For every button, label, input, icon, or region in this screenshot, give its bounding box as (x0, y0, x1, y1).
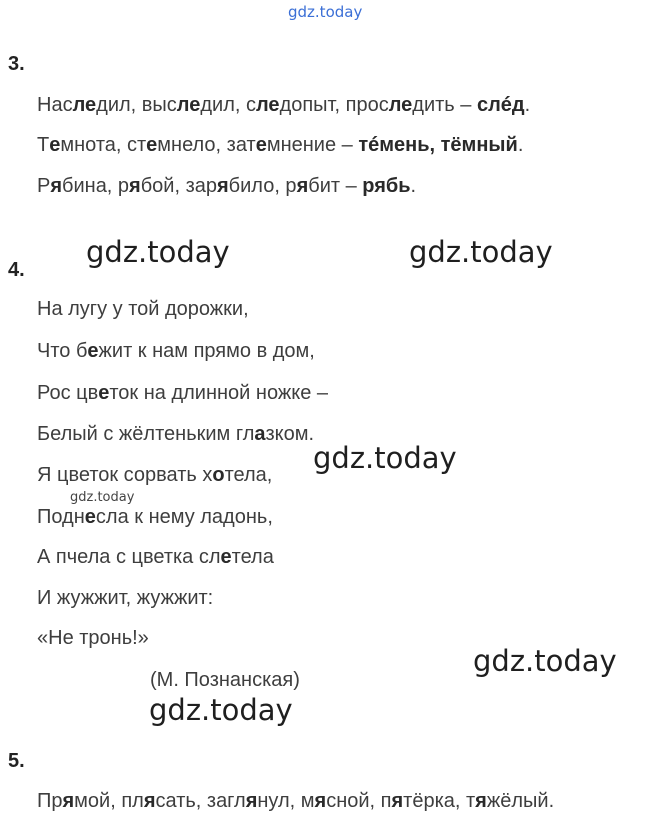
poem-line-2: Что бежит к нам прямо в дом, (37, 340, 315, 362)
watermark: gdz.today (86, 235, 230, 269)
header-watermark: gdz.today (288, 3, 363, 21)
watermark: gdz.today (473, 644, 617, 678)
task-5-number: 5. (8, 750, 25, 772)
watermark: gdz.today (149, 693, 293, 727)
poem-author: (М. Познанская) (150, 669, 300, 691)
task-5-line-1: Прямой, плясать, заглянул, мясной, пятёрка, тяжёлый. (37, 790, 555, 812)
poem-line-6: Поднесла к нему ладонь, (37, 506, 273, 528)
watermark-small: gdz.today (70, 490, 135, 505)
task-4-number: 4. (8, 259, 25, 281)
task-3-line-3: Рябина, рябой, зарябило, рябит – рябь. (37, 175, 417, 197)
poem-line-3: Рос цветок на длинной ножке – (37, 382, 329, 404)
watermark: gdz.today (409, 235, 553, 269)
watermark: gdz.today (313, 441, 457, 475)
poem-line-5: Я цветок сорвать хотела, (37, 464, 273, 486)
task-3-line-1: Наследил, выследил, следопыт, проследить – слéд. (37, 94, 531, 116)
task-3-number: 3. (8, 53, 25, 75)
poem-line-8: И жужжит, жужжит: (37, 587, 214, 609)
poem-line-4: Белый с жёлтеньким глазком. (37, 423, 315, 445)
poem-line-7: А пчела с цветка слетела (37, 546, 274, 568)
task-3-line-2: Темнота, стемнело, затемнение – тéмень, тёмный. (37, 134, 524, 156)
poem-line-9: «Не тронь!» (37, 627, 149, 649)
poem-line-1: На лугу у той дорожки, (37, 298, 249, 320)
